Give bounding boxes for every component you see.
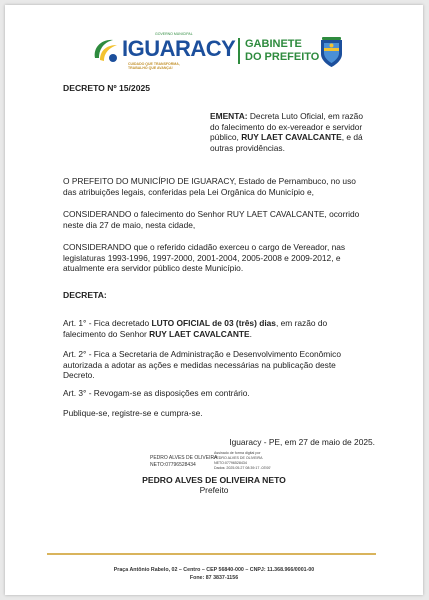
gabinete-title xyxy=(245,38,319,63)
footer-address: Praça Antônio Rabelo, 02 – Centro – CEP 56840-000 – CNPJ: 11.368.966/0001-00 xyxy=(113,567,315,573)
place-date: Iguaracy - PE, em 27 de maio de 2025. xyxy=(229,437,375,447)
closing-text: Publique-se, registre-se e cumpra-se. xyxy=(63,408,203,418)
municipal-crest-icon xyxy=(318,36,345,69)
logo-wordmark: IGUARACY xyxy=(122,36,236,61)
gabinete-line-2: DO PREFEITO xyxy=(245,50,320,63)
ementa-line-3 xyxy=(210,132,378,142)
considerando-2-line-3: atualmente era servidor público deste Município. xyxy=(63,263,244,273)
article-1-line-1 xyxy=(63,318,327,328)
logo-tagline-line-1: CUIDADO QUE TRANSFORMA, xyxy=(128,62,180,66)
considerando-1-line-1: CONSIDERANDO o falecimento do Senhor RUY LAET CAVALCANTE, ocorrido xyxy=(63,209,360,219)
ementa-line-4: outras providências. xyxy=(210,142,285,153)
article-2-line-2: autorizada a adotar as ações e medidas necessárias na publicação deste xyxy=(63,359,336,370)
article-2-line-1: Art. 2° - Fica a Secretaria de Administração e Desenvolvimento Econômico xyxy=(63,349,341,359)
article-2-line-3: Decreto. xyxy=(63,370,95,380)
signer-role: Prefeito xyxy=(199,485,229,495)
decree-number: DECRETO Nº 15/2025 xyxy=(63,83,151,93)
ementa-label: EMENTA: xyxy=(210,111,248,121)
preamble-line-1: O PREFEITO DO MUNICÍPIO DE IGUARACY, Estado de Pernambuco, no uso xyxy=(63,176,356,186)
article-1-name: RUY LAET CAVALCANTE xyxy=(149,328,250,339)
logo-tagline-line-2: TRABALHO QUE AVANÇA! xyxy=(128,66,173,70)
article-1-text-b: , em razão do xyxy=(275,318,328,328)
article-1-text-a: Art. 1° - Fica decretado xyxy=(63,318,150,328)
article-1-text-c: falecimento do Senhor xyxy=(63,328,147,339)
considerando-2-line-1: CONSIDERANDO que o referido cidadão exerceu o cargo de Vereador, nas xyxy=(63,242,346,252)
signer-left-line-2: NETO:07796528434 xyxy=(150,462,196,468)
ementa-line-1 xyxy=(210,111,378,121)
digital-line-3: NETO:07796528434 xyxy=(214,461,247,465)
ementa-name: RUY LAET CAVALCANTE xyxy=(241,132,342,142)
logo-tagline xyxy=(128,62,180,70)
ementa-text-3b: , e dá xyxy=(341,132,363,142)
considerando-2-line-2: legislaturas 1993-1996, 1997-2000, 2001-2004, 2005-2008 e 2009-2012, e xyxy=(63,252,341,263)
header-divider xyxy=(238,38,240,64)
decreta-heading: DECRETA: xyxy=(63,290,107,300)
signer-name: PEDRO ALVES DE OLIVEIRA NETO xyxy=(142,475,286,485)
ementa-text-1: Decreta Luto Oficial, em razão xyxy=(249,111,363,121)
footer-rule xyxy=(47,553,376,555)
ementa-text-3a: público, xyxy=(210,132,239,142)
logo-super-text: GOVERNO MUNICIPAL xyxy=(155,32,193,36)
document-page xyxy=(5,5,423,595)
preamble-line-2: das atribuições legais, conferidas pela Lei Orgânica do Município e, xyxy=(63,186,314,197)
considerando-1-line-2: neste dia 27 de maio, nesta cidade, xyxy=(63,219,196,230)
article-1-bold: LUTO OFICIAL de 03 (três) dias xyxy=(151,318,276,328)
article-1-line-2 xyxy=(63,329,252,339)
ementa-line-2: do falecimento do ex-vereador e servidor xyxy=(210,121,363,132)
digital-line-1: Assinado de forma digital por xyxy=(214,451,261,455)
signer-left-line-1: PEDRO ALVES DE OLIVEIRA xyxy=(150,455,218,461)
digital-line-4: Dados: 2025.05.27 08:39:17 -03'00' xyxy=(214,466,271,470)
gabinete-line-1: GABINETE xyxy=(245,38,302,50)
article-1-text-d: . xyxy=(249,328,252,339)
iguaracy-swoosh-icon xyxy=(91,36,121,66)
digital-line-2: PEDRO ALVES DE OLIVEIRA xyxy=(214,456,263,460)
article-3: Art. 3° - Revogam-se as disposições em contrário. xyxy=(63,388,250,398)
footer-phone: Fone: 87 3837-1156 xyxy=(189,575,239,581)
